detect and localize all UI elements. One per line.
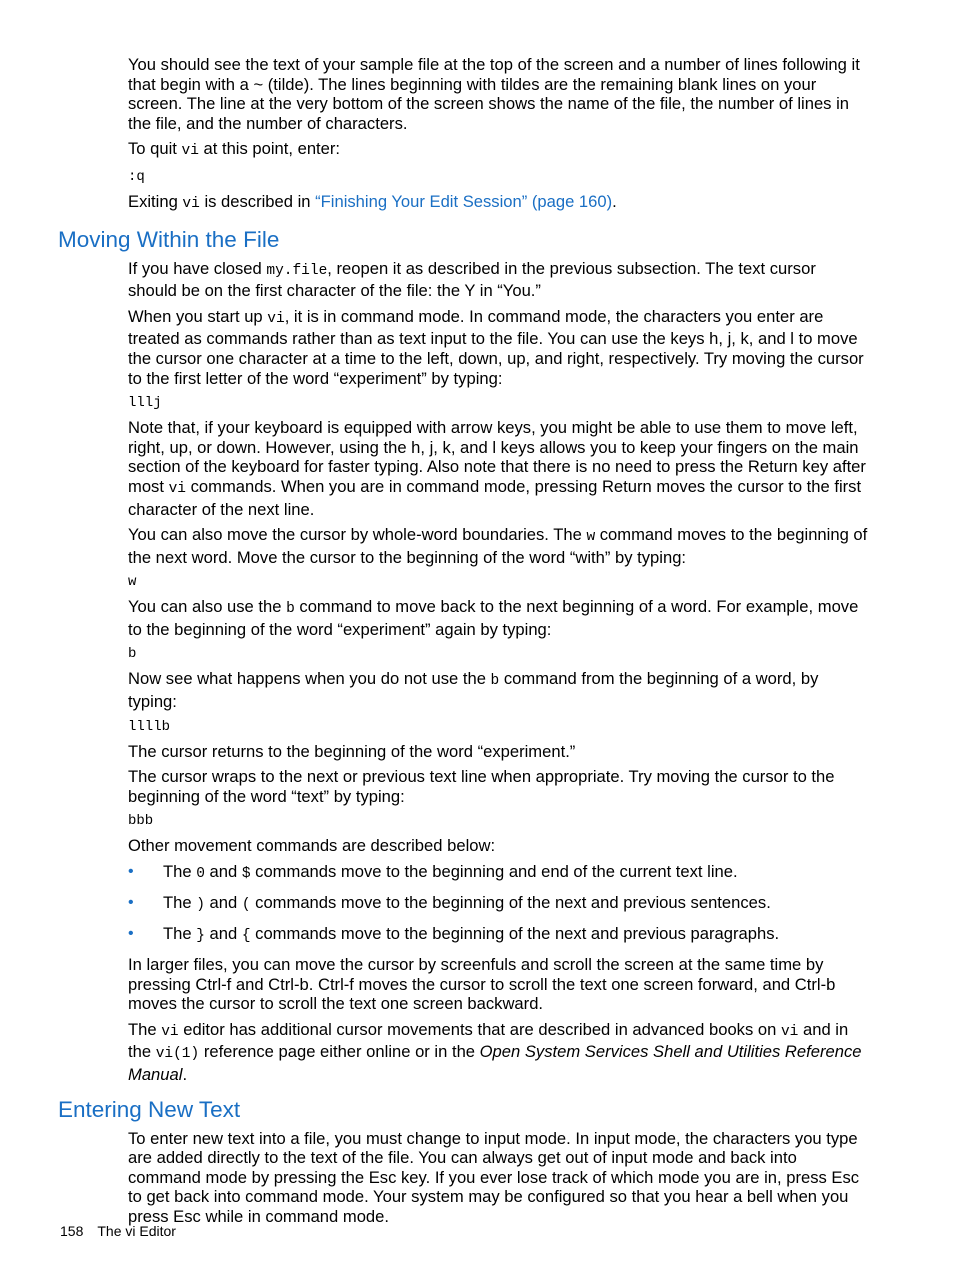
paragraph: The vi editor has additional cursor movements that are described in advanced books on vi and in the vi(1) reference page either online or in the Open System Services Shell and Utilities Reference Manual.: [128, 1019, 862, 1084]
inline-code: vi: [161, 1023, 179, 1040]
code-example: b: [128, 646, 137, 663]
paragraph: Now see what happens when you do not use the b command from the beginning of a word, by typing:: [128, 669, 819, 712]
inline-code: vi: [780, 1023, 799, 1040]
inline-code: my.file: [266, 262, 328, 279]
inline-code: ): [196, 897, 205, 914]
list-item: • The 0 and $ commands move to the beginning and end of the current text line.: [128, 862, 738, 883]
paragraph: Exiting vi is described in “Finishing Your Edit Session” (page 160).: [128, 191, 617, 212]
inline-code: (: [241, 897, 251, 914]
paragraph: The cursor wraps to the next or previous text line when appropriate. Try moving the cursor to the beginning of the word “text” by typing:: [128, 767, 835, 806]
list-item: • The } and { commands move to the beginning of the next and previous paragraphs.: [128, 924, 780, 944]
paragraph: You can also use the b command to move back to the next beginning of a word. For example, move to the beginning of the word “experiment” again by typing:: [128, 597, 859, 639]
inline-code: w: [586, 529, 596, 546]
paragraph: Other movement commands are described below:: [128, 836, 496, 856]
bullet-icon: •: [128, 894, 134, 912]
paragraph: You should see the text of your sample file at the top of the screen and a number of lines following it that begin with a ~ (tilde). The lines beginning with tildes are the remaining blank lines on your screen. The line at the very bottom of the screen shows the name of the file, the number of lines in the file, and the number of characters.: [128, 55, 860, 133]
paragraph: To quit vi at this point, enter:: [128, 139, 341, 160]
inline-code: {: [241, 928, 251, 944]
bullet-list: [128, 862, 868, 947]
page-number: 158: [60, 1223, 84, 1239]
paragraph: In larger files, you can move the cursor by screenfuls and scroll the screen at the same time by pressing Ctrl-f and Ctrl-b. Ctrl-f moves the cursor to scroll the text one screen forward, and Ctrl-b moves the cursor to scroll the text one screen backward.: [128, 954, 836, 1014]
bullet-icon: •: [128, 925, 134, 942]
bullet-icon: •: [128, 863, 134, 881]
inline-code: b: [490, 673, 500, 690]
chapter-title: The vi Editor: [97, 1223, 176, 1239]
list-item: • The ) and ( commands move to the beginning of the next and previous sentences.: [128, 893, 771, 914]
inline-code: vi: [182, 195, 200, 212]
paragraph: To enter new text into a file, you must change to input mode. In input mode, the characters you type are added directly to the text of the file. You can always get out of input mode and back into command mode by pressing the Esc key. If you ever lose track of which mode you are in, press Esc to get back into command mode. Your system may be configured so that you hear a bell when you press Esc while in command mode.: [128, 1128, 860, 1226]
inline-code: vi: [267, 310, 285, 327]
page-footer: [60, 1222, 176, 1240]
paragraph: You can also move the cursor by whole-word boundaries. The w command moves to the beginning of the next word. Move the cursor to the beginning of the word “with” by typing:: [128, 525, 868, 567]
paragraph: When you start up vi, it is in command mode. In command mode, the characters you enter are treated as commands rather than as text input to the file. You can use the keys h, j, k, and l to move the cursor one character at a time to the left, down, up, and right, respectively. Try moving the cursor to the first letter of the word “experiment” by typing:: [128, 306, 864, 388]
inline-code: b: [286, 601, 295, 618]
inline-code: 0: [196, 866, 205, 883]
code-example: llllb: [128, 718, 171, 735]
code-example: bbb: [128, 813, 154, 830]
paragraph: Note that, if your keyboard is equipped with arrow keys, you might be able to use them to move left, right, up, or down. However, using the h, j, k, and l keys allows you to keep your fingers on the main section of the keyboard for faster typing. Also note that there is no need to press the Return key after most vi commands. When you are in command mode, pressing Return moves the cursor to the first character of the next line.: [128, 418, 866, 519]
inline-code: vi: [168, 480, 186, 497]
code-example: w: [128, 574, 137, 591]
cross-reference-link[interactable]: “Finishing Your Edit Session” (page 160): [315, 191, 613, 211]
paragraph: If you have closed my.file, reopen it as described in the previous subsection. The text cursor should be on the first character of the file: the Y in “You.”: [128, 258, 816, 301]
paragraph: The cursor returns to the beginning of the word “experiment.”: [128, 741, 576, 761]
section-heading: Entering New Text: [58, 1096, 241, 1122]
code-example: lllj: [128, 395, 162, 412]
code-example: :q: [128, 168, 145, 185]
inline-code: $: [241, 866, 251, 883]
section-heading: Moving Within the File: [58, 226, 280, 252]
inline-code: vi(1): [155, 1046, 200, 1063]
inline-code: vi: [181, 143, 199, 160]
inline-code: }: [196, 928, 205, 944]
book-title: Open System Services Shell and Utilities Reference Manual: [128, 1042, 862, 1084]
